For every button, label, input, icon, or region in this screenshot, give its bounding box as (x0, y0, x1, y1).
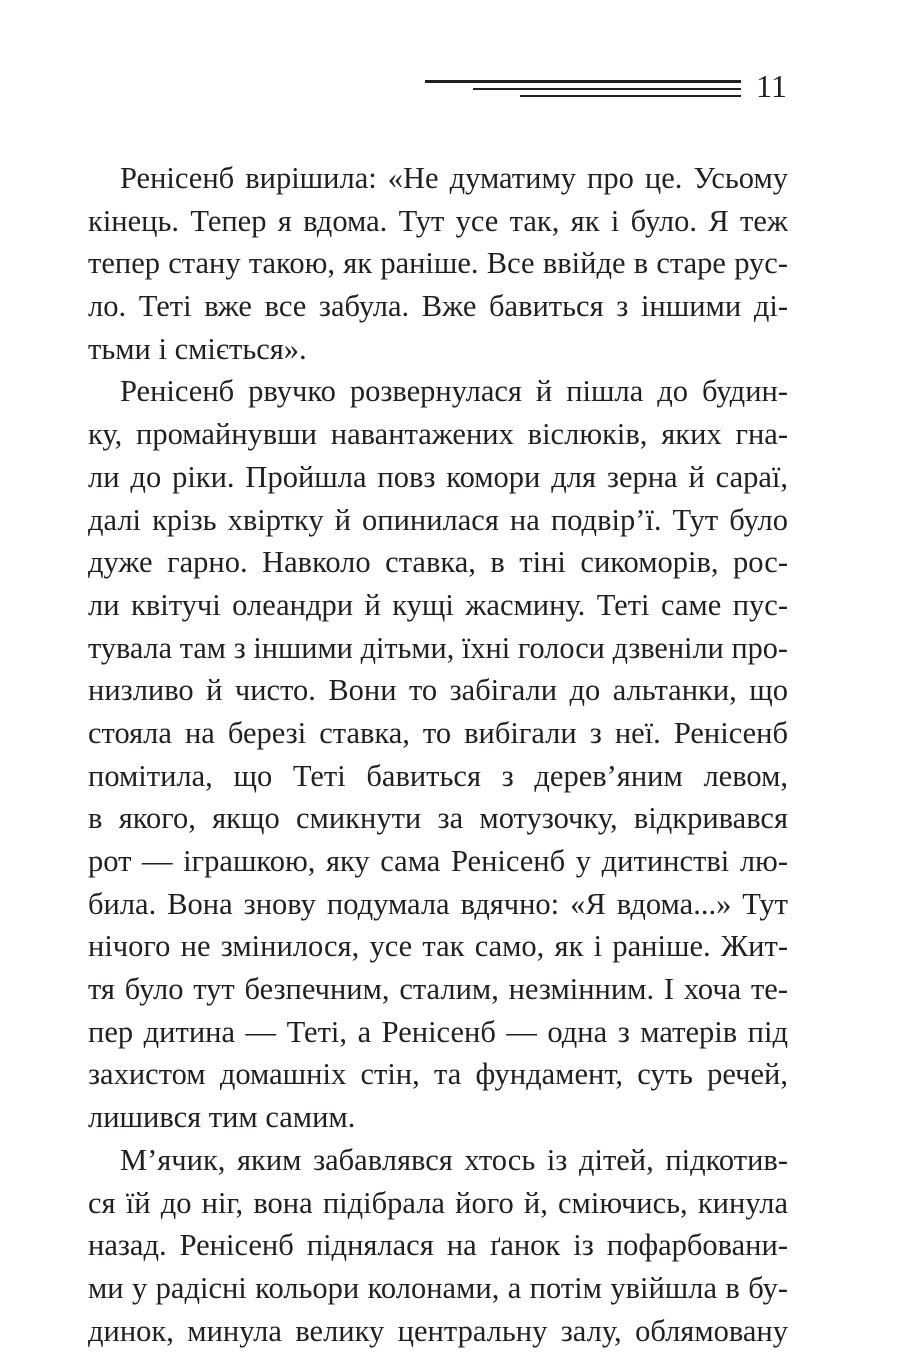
paragraph-2-line-2: ку, промайнувши навантажених віслюків, яких гна- (88, 417, 788, 452)
paragraph-2-line-16: пер дитина — Теті, а Ренісенб — одна з матерів під (88, 1014, 788, 1049)
paragraph-2-line-5: дуже гарно. Навколо ставка, в тіні сикоморів, рос- (88, 545, 788, 580)
paragraph-2-line-12: рот — іграшкою, яку сама Ренісенб у дитинстві лю- (88, 844, 788, 878)
paragraph-3-line-5: динок, минула велику центральну залу, облямовану (88, 1313, 788, 1348)
paragraph-2-line-17: захистом домашніх стін, та фундамент, суть речей, (88, 1057, 788, 1092)
paragraph-3-line-3: назад. Ренісенб піднялася на ґанок із пофарбовани- (88, 1228, 788, 1263)
paragraph-1-line-3: тепер стану такою, як раніше. Все ввійде в старе рус- (88, 246, 788, 281)
paragraph-1-line-5: тьми і сміється». (88, 331, 307, 366)
paragraph-3-line-2: ся їй до ніг, вона підібрала його й, сміючись, кинула (88, 1185, 788, 1220)
paragraph-1-line-2: кінець. Тепер я вдома. Тут усе так, як і було. Я теж (88, 203, 788, 238)
paragraph-2-line-7: тувала там з іншими дітьми, їхні голоси дзвеніли про- (88, 630, 788, 665)
paragraph-2-line-15: тя було тут безпечним, сталим, незмінним. І хоча те- (88, 972, 788, 1007)
paragraph-2-line-6: ли квітучі олеандри й кущі жасмину. Теті саме пус- (88, 587, 788, 622)
body-text (88, 157, 788, 1352)
paragraph-2-line-4: далі крізь хвіртку й опинилася на подвір’ї. Тут було (88, 502, 788, 537)
paragraph-2-line-10: помітила, що Теті бавиться з дерев’яним левом, (88, 758, 788, 793)
paragraph-2-line-11: в якого, якщо смикнути за мотузочку, відкривався (88, 801, 788, 836)
paragraph-2-line-13: била. Вона знову подумала вдячно: «Я вдома...» Тут (88, 886, 788, 921)
paragraph-1-line-4: ло. Теті вже все забула. Вже бавиться з іншими ді- (88, 289, 788, 324)
paragraph-2-line-18: лишився тим самим. (88, 1100, 356, 1135)
paragraph-2-line-14: нічого не змінилося, усе так само, як і раніше. Жит- (88, 929, 788, 964)
page-number: 11 (756, 68, 787, 104)
paragraph-1-line-1: Ренісенб вирішила: «Не думатиму про це. Усьому (120, 161, 788, 195)
header-rule-middle (473, 88, 741, 90)
paragraph-3-line-4: ми у радісні кольори колонами, а потім увійшла в бу- (88, 1270, 788, 1305)
header-rule-bottom (520, 95, 741, 97)
header-rule-top (425, 80, 741, 83)
paragraph-2-line-9: стояла на березі ставка, то вибігали з неї. Ренісенб (88, 715, 788, 750)
paragraph-2-line-3: ли до ріки. Пройшла повз комори для зерна й сараї, (88, 459, 788, 494)
paragraph-2-line-8: низливо й чисто. Вони то забігали до альтанки, що (88, 673, 788, 708)
paragraph-3-line-1: М’ячик, яким забавлявся хтось із дітей, підкотив- (120, 1142, 788, 1177)
paragraph-2-line-1: Ренісенб рвучко розвернулася й пішла до будин- (120, 374, 788, 409)
running-header (0, 0, 906, 120)
